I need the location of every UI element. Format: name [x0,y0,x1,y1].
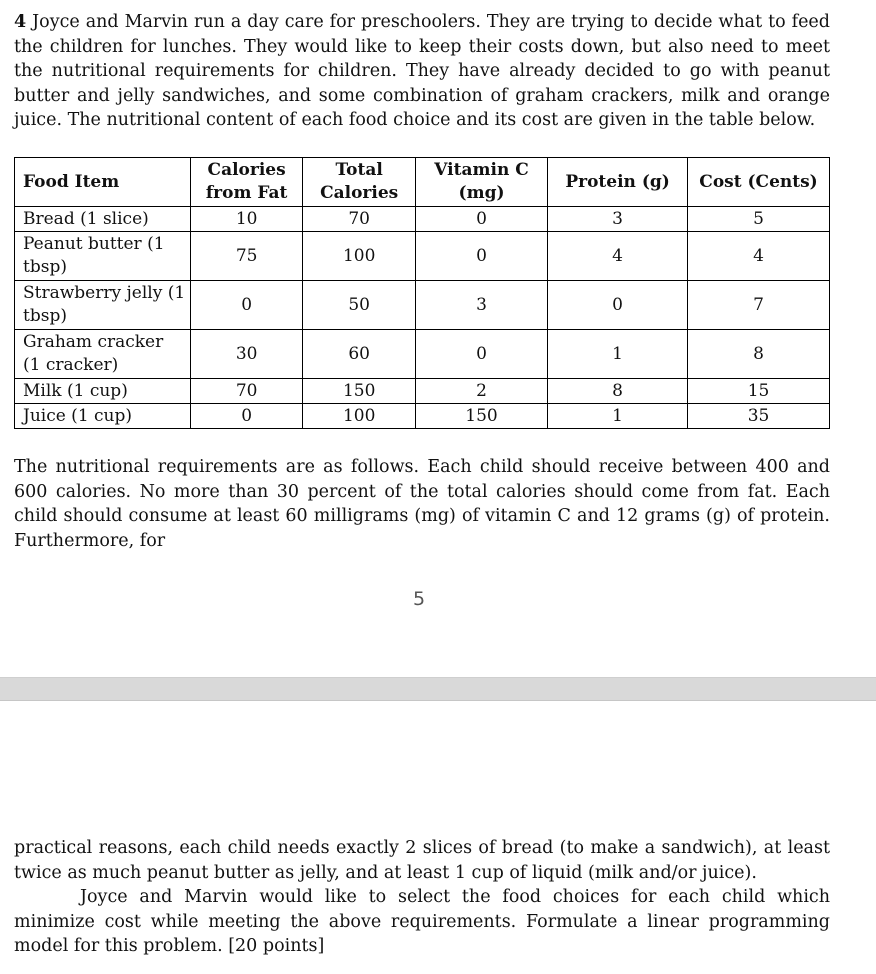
cell-cost: 7 [688,281,830,330]
cell-vitamin-c: 150 [415,404,547,429]
cell-cost: 8 [688,330,830,379]
cell-vitamin-c: 0 [415,232,547,281]
cell-calories-from-fat: 30 [190,330,303,379]
cell-food-item: Graham cracker (1 cracker) [15,330,191,379]
table-row [15,281,830,330]
cell-cost: 15 [688,379,830,404]
cell-calories-from-fat: 10 [190,207,303,232]
requirements-paragraph: The nutritional requirements are as follows. Each child should receive between 400 and 600 calories. No more than 30 percent of the total calories should come from fat. Each child should consume at least 60 milligrams (mg) of vitamin C and 12 grams (g) of protein. Furthermore, for [14,457,830,551]
cell-cost: 35 [688,404,830,429]
page-break-divider [0,677,876,701]
cell-total-calories: 70 [303,207,416,232]
table-row [15,379,830,404]
cell-food-item: Bread (1 slice) [15,207,191,232]
table-header-row [15,158,830,207]
header-cost: Cost (Cents) [688,158,830,207]
cell-food-item: Peanut butter (1 tbsp) [15,232,191,281]
cell-calories-from-fat: 0 [190,281,303,330]
header-calories-from-fat: Calories from Fat [190,158,303,207]
cell-protein: 3 [548,207,688,232]
header-protein: Protein (g) [548,158,688,207]
cell-protein: 1 [548,330,688,379]
cell-vitamin-c: 2 [415,379,547,404]
header-vitamin-c: Vitamin C (mg) [415,158,547,207]
cell-vitamin-c: 0 [415,207,547,232]
cell-total-calories: 100 [303,404,416,429]
cell-protein: 4 [548,232,688,281]
cell-total-calories: 60 [303,330,416,379]
cell-vitamin-c: 0 [415,330,547,379]
task-text: Joyce and Marvin would like to select the food choices for each child which minimize cost while meeting the above requirements. Formulate a linear programming model for this problem. [20 points] [14,887,830,956]
continuation-text: practical reasons, each child needs exactly 2 slices of bread (to make a sandwich), at least twice as much peanut butter as jelly, and at least 1 cup of liquid (milk and/or juice). [14,838,830,883]
cell-cost: 5 [688,207,830,232]
cell-total-calories: 50 [303,281,416,330]
cell-food-item: Juice (1 cup) [15,404,191,429]
continuation-paragraph [14,836,830,959]
cell-food-item: Strawberry jelly (1 tbsp) [15,281,191,330]
cell-calories-from-fat: 0 [190,404,303,429]
nutrition-table [14,157,830,429]
cell-total-calories: 150 [303,379,416,404]
cell-calories-from-fat: 70 [190,379,303,404]
header-total-calories: Total Calories [303,158,416,207]
page-number: 5 [413,588,426,610]
cell-protein: 0 [548,281,688,330]
problem-intro-paragraph [14,10,830,133]
header-food-item: Food Item [15,158,191,207]
cell-vitamin-c: 3 [415,281,547,330]
problem-number: 4 [14,12,27,32]
cell-protein: 8 [548,379,688,404]
table-row [15,330,830,379]
cell-food-item: Milk (1 cup) [15,379,191,404]
cell-total-calories: 100 [303,232,416,281]
cell-protein: 1 [548,404,688,429]
cell-cost: 4 [688,232,830,281]
problem-intro-text: Joyce and Marvin run a day care for preschoolers. They are trying to decide what to feed the children for lunches. They would like to keep their costs down, but also need to meet the nutritional requirements for children. They have already decided to go with peanut butter and jelly sandwiches, and some combination of graham crackers, milk and orange juice. The nutritional content of each food choice and its cost are given in the table below. [14,12,830,130]
table-row [15,404,830,429]
cell-calories-from-fat: 75 [190,232,303,281]
table-row [15,207,830,232]
table-row [15,232,830,281]
